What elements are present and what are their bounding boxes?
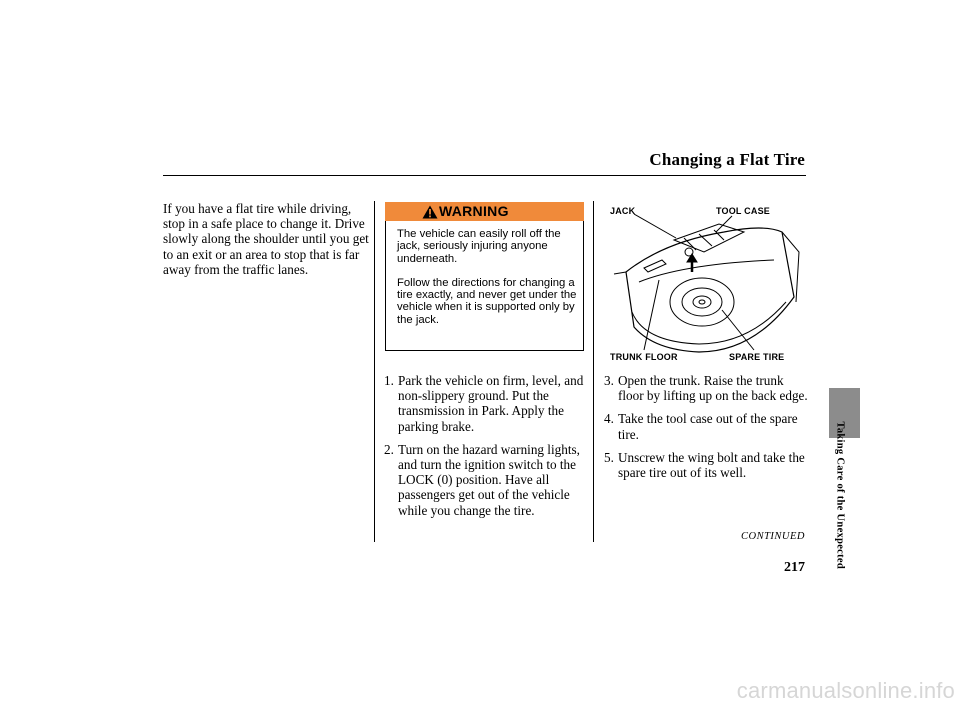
step-text: Take the tool case out of the spare tire. [618, 411, 798, 442]
list-item [604, 411, 809, 441]
step-text: Open the trunk. Raise the trunk floor by lifting up on the back edge. [618, 373, 808, 404]
column-divider-right [593, 201, 594, 542]
section-label: Taking Care of the Unexpected [834, 421, 846, 570]
step-number: 5. [604, 449, 614, 465]
page-number: 217 [784, 560, 805, 575]
warning-triangle-icon [422, 205, 438, 219]
step-number: 4. [604, 411, 614, 427]
label-spare-tire: SPARE TIRE [729, 352, 785, 362]
column-divider-left [374, 201, 375, 542]
step-number: 3. [604, 373, 614, 388]
header-rule [163, 175, 806, 176]
list-item [604, 373, 809, 403]
warning-label: WARNING [439, 203, 509, 219]
warning-text [397, 228, 577, 338]
step-text: Unscrew the wing bolt and take the spare tire out of its well. [618, 449, 805, 481]
list-item [384, 442, 589, 518]
label-tool-case: TOOL CASE [716, 206, 770, 216]
list-item [384, 373, 589, 434]
steps-list-left [384, 373, 589, 526]
label-jack: JACK [610, 206, 636, 216]
step-number: 1. [384, 373, 394, 388]
list-item [604, 450, 809, 480]
warning-paragraph-2: Follow the directions for changing a tire exactly, and never get under the vehicle when it is supported only by the jack. [397, 276, 577, 326]
continued-label: CONTINUED [740, 531, 805, 542]
label-trunk-floor: TRUNK FLOOR [610, 352, 678, 362]
warning-paragraph-1: The vehicle can easily roll off the jack, seriously injuring anyone underneath. [397, 228, 561, 265]
trunk-figure [604, 202, 803, 368]
steps-list-right [604, 373, 809, 488]
step-text: Turn on the hazard warning lights, and turn the ignition switch to the LOCK (0) position. Have all passengers get out of the vehicle while you change the tire. [398, 441, 580, 518]
step-number: 2. [384, 441, 394, 457]
page-title: Changing a Flat Tire [649, 150, 805, 169]
step-text: Park the vehicle on firm, level, and non-slippery ground. Put the transmission in Park. Apply the parking brake. [398, 373, 584, 434]
intro-paragraph: If you have a flat tire while driving, stop in a safe place to change it. Drive slowly along the shoulder until you get to an exit or an area to stop that is far away from the traffic lanes. [163, 201, 369, 277]
watermark: carmanualsonline.info [736, 678, 955, 703]
